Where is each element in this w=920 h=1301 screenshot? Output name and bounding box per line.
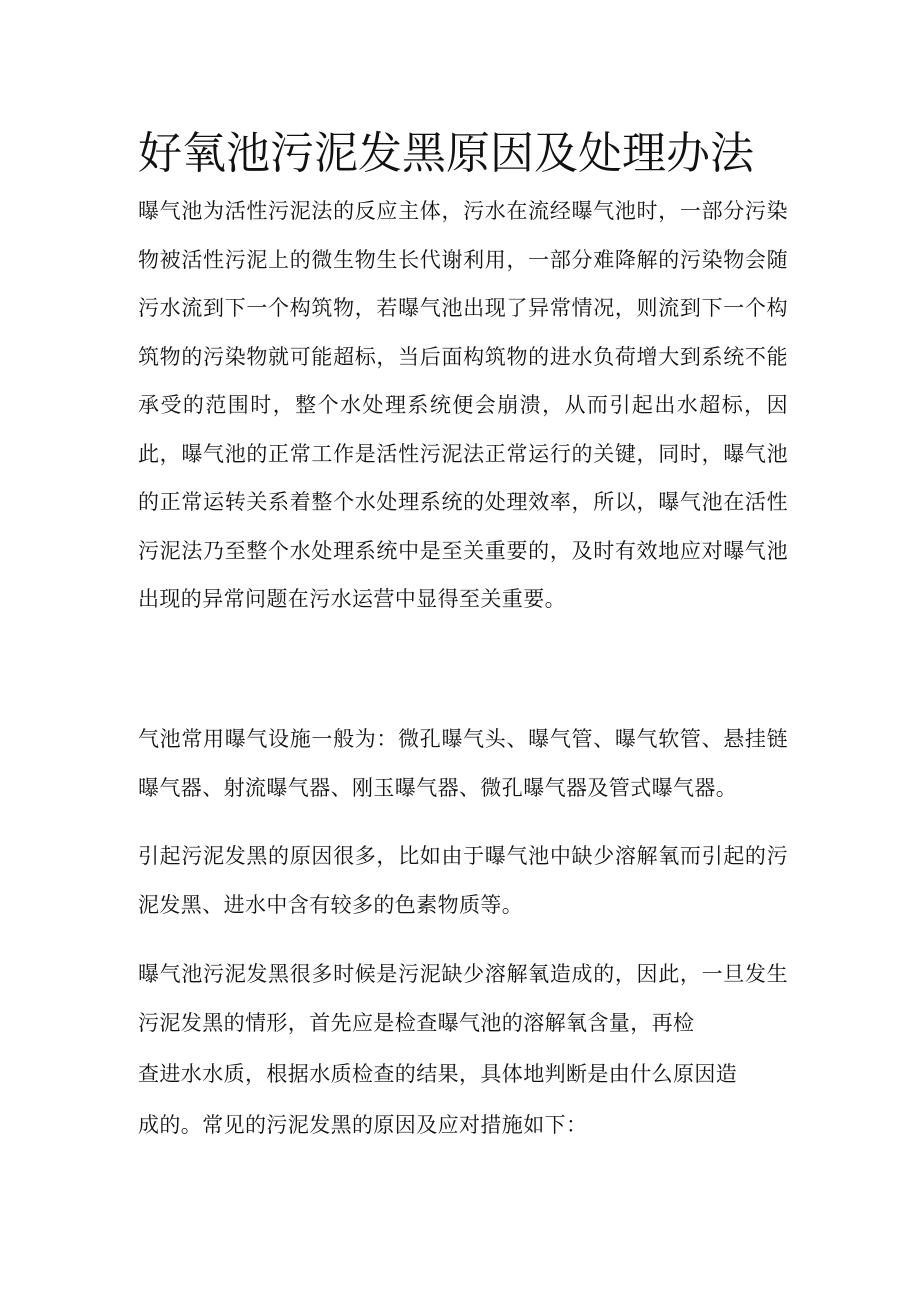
causes-paragraph: 引起污泥发黑的原因很多，比如由于曝气池中缺少溶解氧而引起的污泥发黑、进水中含有较多的色素物质等。 <box>138 844 788 917</box>
dark-sludge-line-3: 查进水水质，根据水质检查的结果，具体地判断是由什么原因造 <box>138 1062 738 1086</box>
document-title: 好氧池污泥发黑原因及处理办法 <box>138 128 754 179</box>
intro-paragraph: 曝气池为活性污泥法的反应主体，污水在流经曝气池时，一部分污染物被活性污泥上的微生物生长代谢利用，一部分难降解的污染物会随污水流到下一个构筑物，若曝气池出现了异常情况，则流到下一个构筑物的污染物就可能超标，当后面构筑物的进水负荷增大到系统不能承受的范围时，整个水处理系统便会崩溃，从而引起出水超标，因此，曝气池的正常工作是活性污泥法正常运行的关键，同时，曝气池的正常运转关系着整个水处理系统的处理效率，所以，曝气池在活性污泥法乃至整个水处理系统中是至关重要的，及时有效地应对曝气池出现的异常问题在污水运营中显得至关重要。 <box>138 199 788 611</box>
dark-sludge-line-4: 成的。常见的污泥发黑的原因及应对措施如下： <box>138 1113 588 1137</box>
aeration-devices-paragraph: 气池常用曝气设施一般为：微孔曝气头、曝气管、曝气软管、悬挂链曝气器、射流曝气器、刚玉曝气器、微孔曝气器及管式曝气器。 <box>138 727 788 800</box>
dark-sludge-paragraph: 曝气池污泥发黑很多时候是污泥缺少溶解氧造成的，因此，一旦发生污泥发黑的情形，首先应是检查曝气池的溶解氧含量，再检 <box>138 962 788 1035</box>
